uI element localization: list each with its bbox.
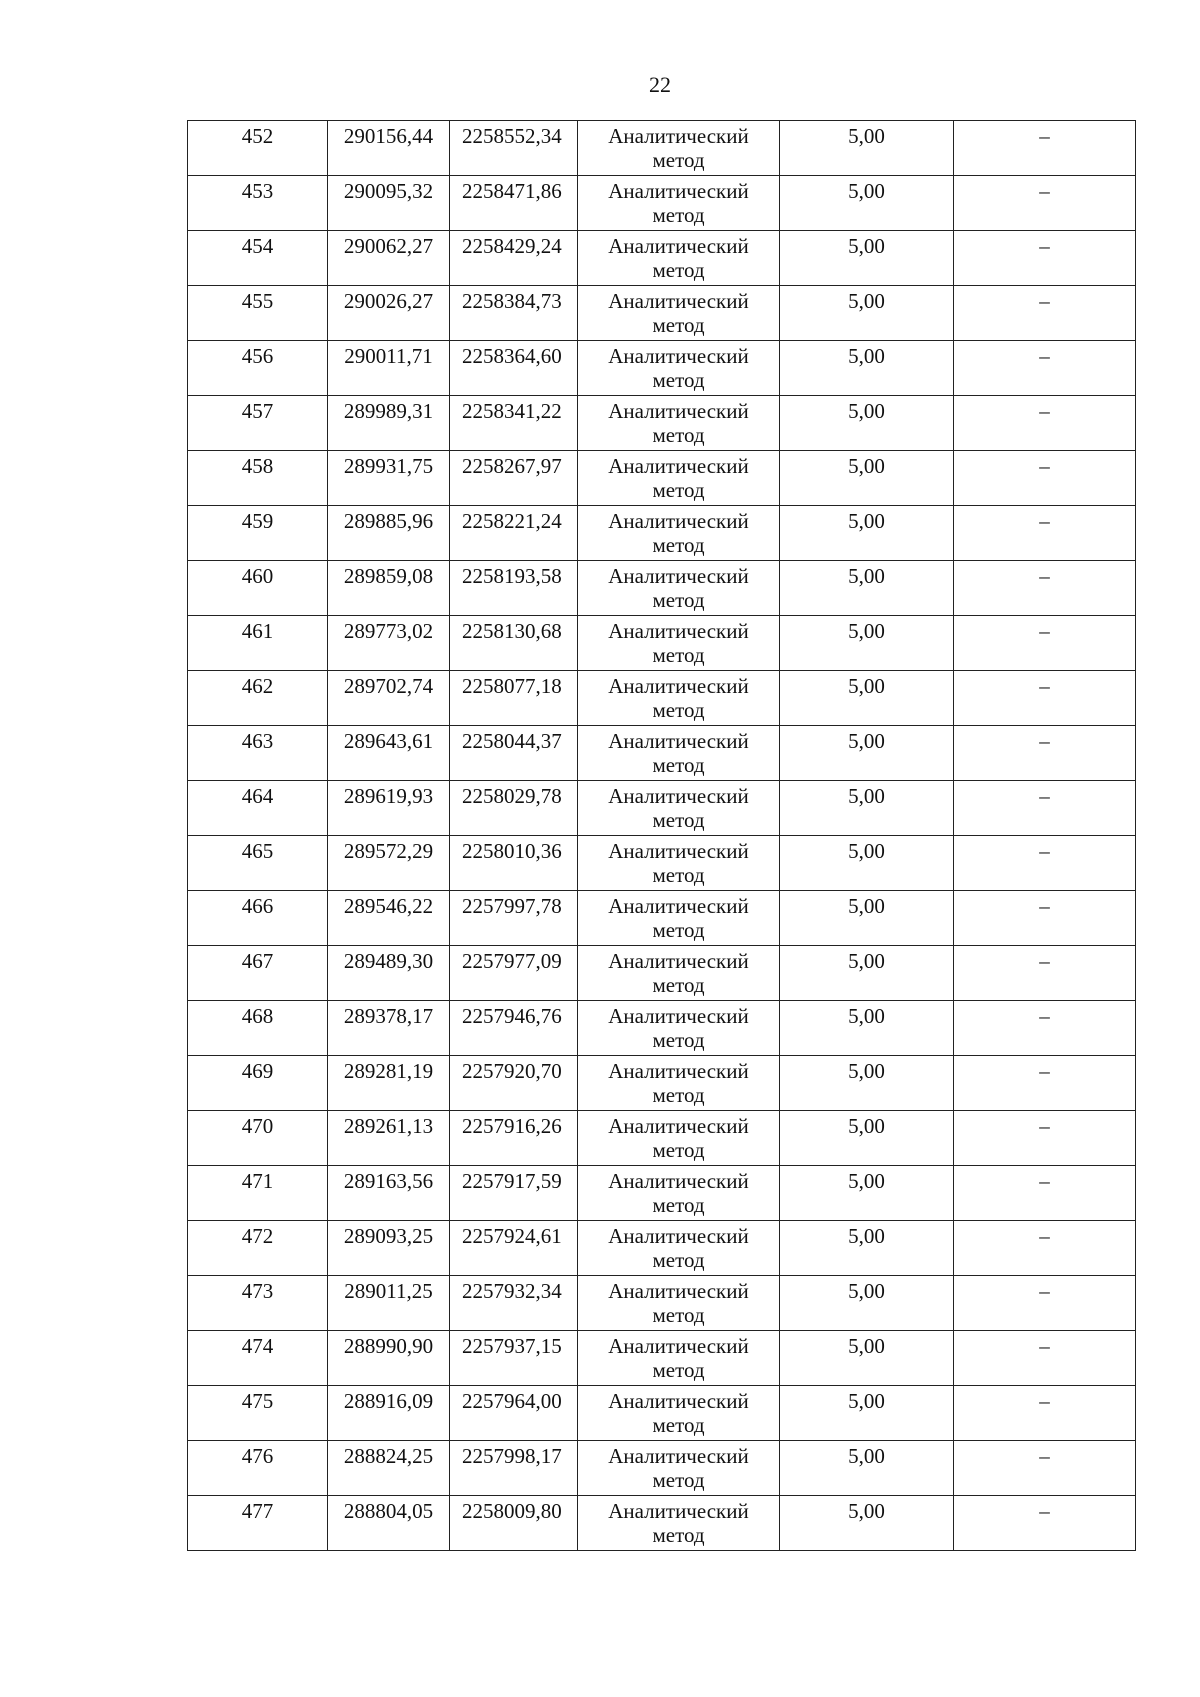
x-coordinate-cell: 290062,27 (328, 231, 450, 286)
y-coordinate-cell: 2258267,97 (450, 451, 578, 506)
method-label-line1: Аналитический (608, 784, 749, 808)
method-cell (578, 341, 780, 396)
point-number-cell: 453 (188, 176, 328, 231)
x-coordinate-cell: 289619,93 (328, 781, 450, 836)
table-row (188, 781, 1136, 836)
table-row (188, 1496, 1136, 1551)
note-cell: – (954, 341, 1136, 396)
method-label-line1: Аналитический (608, 1169, 749, 1193)
y-coordinate-cell: 2258221,24 (450, 506, 578, 561)
y-coordinate-cell: 2257997,78 (450, 891, 578, 946)
point-number-cell: 475 (188, 1386, 328, 1441)
method-label-line2: метод (652, 1083, 705, 1107)
y-coordinate-cell: 2258552,34 (450, 121, 578, 176)
method-cell (578, 726, 780, 781)
x-coordinate-cell: 289931,75 (328, 451, 450, 506)
method-label-line1: Аналитический (608, 509, 749, 533)
method-label-line2: метод (652, 258, 705, 282)
method-cell (578, 1111, 780, 1166)
accuracy-cell: 5,00 (780, 341, 954, 396)
table-row (188, 506, 1136, 561)
method-label-line1: Аналитический (608, 344, 749, 368)
point-number-cell: 455 (188, 286, 328, 341)
note-cell: – (954, 231, 1136, 286)
method-label-line2: метод (652, 1248, 705, 1272)
coordinates-table-body (188, 121, 1136, 1551)
accuracy-cell: 5,00 (780, 671, 954, 726)
x-coordinate-cell: 289489,30 (328, 946, 450, 1001)
table-row (188, 1386, 1136, 1441)
y-coordinate-cell: 2258471,86 (450, 176, 578, 231)
table-row (188, 1111, 1136, 1166)
note-cell: – (954, 1111, 1136, 1166)
y-coordinate-cell: 2257932,34 (450, 1276, 578, 1331)
method-label-line2: метод (652, 1028, 705, 1052)
accuracy-cell: 5,00 (780, 176, 954, 231)
y-coordinate-cell: 2258364,60 (450, 341, 578, 396)
method-cell (578, 946, 780, 1001)
method-label-line2: метод (652, 863, 705, 887)
note-cell: – (954, 176, 1136, 231)
note-cell: – (954, 286, 1136, 341)
method-label-line2: метод (652, 313, 705, 337)
accuracy-cell: 5,00 (780, 946, 954, 1001)
point-number-cell: 461 (188, 616, 328, 671)
point-number-cell: 460 (188, 561, 328, 616)
accuracy-cell: 5,00 (780, 231, 954, 286)
y-coordinate-cell: 2257977,09 (450, 946, 578, 1001)
method-cell (578, 1276, 780, 1331)
accuracy-cell: 5,00 (780, 1496, 954, 1551)
y-coordinate-cell: 2258130,68 (450, 616, 578, 671)
method-label-line2: метод (652, 973, 705, 997)
point-number-cell: 457 (188, 396, 328, 451)
x-coordinate-cell: 290011,71 (328, 341, 450, 396)
point-number-cell: 471 (188, 1166, 328, 1221)
method-label-line2: метод (652, 533, 705, 557)
accuracy-cell: 5,00 (780, 1056, 954, 1111)
method-label-line1: Аналитический (608, 729, 749, 753)
method-label-line1: Аналитический (608, 1389, 749, 1413)
page-number: 22 (649, 72, 671, 97)
note-cell: – (954, 1496, 1136, 1551)
x-coordinate-cell: 289702,74 (328, 671, 450, 726)
accuracy-cell: 5,00 (780, 451, 954, 506)
x-coordinate-cell: 289643,61 (328, 726, 450, 781)
y-coordinate-cell: 2257946,76 (450, 1001, 578, 1056)
x-coordinate-cell: 289859,08 (328, 561, 450, 616)
y-coordinate-cell: 2258193,58 (450, 561, 578, 616)
method-label-line1: Аналитический (608, 179, 749, 203)
method-label-line1: Аналитический (608, 454, 749, 478)
x-coordinate-cell: 288804,05 (328, 1496, 450, 1551)
method-label-line2: метод (652, 588, 705, 612)
y-coordinate-cell: 2258384,73 (450, 286, 578, 341)
x-coordinate-cell: 289773,02 (328, 616, 450, 671)
table-row (188, 231, 1136, 286)
y-coordinate-cell: 2258077,18 (450, 671, 578, 726)
x-coordinate-cell: 289011,25 (328, 1276, 450, 1331)
method-label-line2: метод (652, 423, 705, 447)
point-number-cell: 452 (188, 121, 328, 176)
point-number-cell: 473 (188, 1276, 328, 1331)
note-cell: – (954, 121, 1136, 176)
method-cell (578, 176, 780, 231)
method-label-line2: метод (652, 1413, 705, 1437)
y-coordinate-cell: 2257924,61 (450, 1221, 578, 1276)
method-cell (578, 836, 780, 891)
method-label-line2: метод (652, 1303, 705, 1327)
method-label-line2: метод (652, 698, 705, 722)
accuracy-cell: 5,00 (780, 396, 954, 451)
method-cell (578, 671, 780, 726)
method-label-line1: Аналитический (608, 564, 749, 588)
method-label-line1: Аналитический (608, 289, 749, 313)
method-cell (578, 451, 780, 506)
point-number-cell: 466 (188, 891, 328, 946)
accuracy-cell: 5,00 (780, 781, 954, 836)
method-label-line1: Аналитический (608, 674, 749, 698)
table-row (188, 1276, 1136, 1331)
method-label-line2: метод (652, 368, 705, 392)
x-coordinate-cell: 289572,29 (328, 836, 450, 891)
method-label-line1: Аналитический (608, 1114, 749, 1138)
accuracy-cell: 5,00 (780, 836, 954, 891)
table-row (188, 726, 1136, 781)
accuracy-cell: 5,00 (780, 561, 954, 616)
method-cell (578, 1056, 780, 1111)
method-label-line2: метод (652, 753, 705, 777)
y-coordinate-cell: 2258010,36 (450, 836, 578, 891)
table-row (188, 396, 1136, 451)
coordinates-table (187, 120, 1136, 1551)
point-number-cell: 467 (188, 946, 328, 1001)
method-label-line2: метод (652, 148, 705, 172)
note-cell: – (954, 1166, 1136, 1221)
accuracy-cell: 5,00 (780, 1386, 954, 1441)
accuracy-cell: 5,00 (780, 1001, 954, 1056)
x-coordinate-cell: 289163,56 (328, 1166, 450, 1221)
method-label-line1: Аналитический (608, 1499, 749, 1523)
note-cell: – (954, 726, 1136, 781)
x-coordinate-cell: 290095,32 (328, 176, 450, 231)
accuracy-cell: 5,00 (780, 1111, 954, 1166)
method-label-line2: метод (652, 1358, 705, 1382)
method-label-line1: Аналитический (608, 1444, 749, 1468)
accuracy-cell: 5,00 (780, 121, 954, 176)
note-cell: – (954, 1056, 1136, 1111)
table-row (188, 616, 1136, 671)
x-coordinate-cell: 289261,13 (328, 1111, 450, 1166)
note-cell: – (954, 561, 1136, 616)
method-label-line1: Аналитический (608, 949, 749, 973)
note-cell: – (954, 1221, 1136, 1276)
method-cell (578, 891, 780, 946)
accuracy-cell: 5,00 (780, 506, 954, 561)
table-row (188, 561, 1136, 616)
accuracy-cell: 5,00 (780, 1221, 954, 1276)
method-label-line2: метод (652, 1138, 705, 1162)
method-cell (578, 616, 780, 671)
table-row (188, 1166, 1136, 1221)
method-label-line1: Аналитический (608, 894, 749, 918)
table-row (188, 176, 1136, 231)
y-coordinate-cell: 2257920,70 (450, 1056, 578, 1111)
x-coordinate-cell: 289885,96 (328, 506, 450, 561)
y-coordinate-cell: 2258044,37 (450, 726, 578, 781)
point-number-cell: 474 (188, 1331, 328, 1386)
note-cell: – (954, 1001, 1136, 1056)
y-coordinate-cell: 2257998,17 (450, 1441, 578, 1496)
method-label-line2: метод (652, 918, 705, 942)
method-label-line1: Аналитический (608, 1004, 749, 1028)
x-coordinate-cell: 290156,44 (328, 121, 450, 176)
note-cell: – (954, 506, 1136, 561)
method-label-line1: Аналитический (608, 839, 749, 863)
point-number-cell: 458 (188, 451, 328, 506)
y-coordinate-cell: 2258429,24 (450, 231, 578, 286)
accuracy-cell: 5,00 (780, 616, 954, 671)
method-label-line2: метод (652, 643, 705, 667)
point-number-cell: 459 (188, 506, 328, 561)
method-cell (578, 1166, 780, 1221)
note-cell: – (954, 396, 1136, 451)
point-number-cell: 454 (188, 231, 328, 286)
table-row (188, 671, 1136, 726)
method-cell (578, 506, 780, 561)
note-cell: – (954, 671, 1136, 726)
note-cell: – (954, 836, 1136, 891)
table-row (188, 286, 1136, 341)
x-coordinate-cell: 289281,19 (328, 1056, 450, 1111)
table-row (188, 836, 1136, 891)
method-label-line1: Аналитический (608, 399, 749, 423)
method-cell (578, 1001, 780, 1056)
x-coordinate-cell: 288916,09 (328, 1386, 450, 1441)
table-row (188, 451, 1136, 506)
x-coordinate-cell: 289546,22 (328, 891, 450, 946)
method-label-line1: Аналитический (608, 619, 749, 643)
method-cell (578, 121, 780, 176)
method-cell (578, 231, 780, 286)
table-row (188, 1441, 1136, 1496)
method-label-line1: Аналитический (608, 1059, 749, 1083)
method-label-line1: Аналитический (608, 1334, 749, 1358)
x-coordinate-cell: 288990,90 (328, 1331, 450, 1386)
method-label-line2: метод (652, 478, 705, 502)
table-row (188, 1001, 1136, 1056)
y-coordinate-cell: 2258009,80 (450, 1496, 578, 1551)
method-label-line1: Аналитический (608, 1279, 749, 1303)
y-coordinate-cell: 2257917,59 (450, 1166, 578, 1221)
note-cell: – (954, 1386, 1136, 1441)
method-cell (578, 286, 780, 341)
table-row (188, 891, 1136, 946)
accuracy-cell: 5,00 (780, 726, 954, 781)
accuracy-cell: 5,00 (780, 1166, 954, 1221)
x-coordinate-cell: 288824,25 (328, 1441, 450, 1496)
y-coordinate-cell: 2257964,00 (450, 1386, 578, 1441)
x-coordinate-cell: 290026,27 (328, 286, 450, 341)
point-number-cell: 477 (188, 1496, 328, 1551)
point-number-cell: 468 (188, 1001, 328, 1056)
note-cell: – (954, 616, 1136, 671)
method-cell (578, 1386, 780, 1441)
point-number-cell: 476 (188, 1441, 328, 1496)
method-label-line2: метод (652, 1523, 705, 1547)
point-number-cell: 472 (188, 1221, 328, 1276)
method-label-line2: метод (652, 203, 705, 227)
note-cell: – (954, 781, 1136, 836)
method-cell (578, 1331, 780, 1386)
method-label-line1: Аналитический (608, 1224, 749, 1248)
y-coordinate-cell: 2257916,26 (450, 1111, 578, 1166)
x-coordinate-cell: 289989,31 (328, 396, 450, 451)
accuracy-cell: 5,00 (780, 286, 954, 341)
point-number-cell: 469 (188, 1056, 328, 1111)
x-coordinate-cell: 289378,17 (328, 1001, 450, 1056)
note-cell: – (954, 1331, 1136, 1386)
table-row (188, 1331, 1136, 1386)
method-label-line1: Аналитический (608, 124, 749, 148)
note-cell: – (954, 451, 1136, 506)
table-row (188, 121, 1136, 176)
point-number-cell: 465 (188, 836, 328, 891)
method-label-line2: метод (652, 808, 705, 832)
method-label-line1: Аналитический (608, 234, 749, 258)
point-number-cell: 470 (188, 1111, 328, 1166)
accuracy-cell: 5,00 (780, 1276, 954, 1331)
accuracy-cell: 5,00 (780, 1331, 954, 1386)
method-cell (578, 781, 780, 836)
table-row (188, 341, 1136, 396)
table-row (188, 946, 1136, 1001)
note-cell: – (954, 946, 1136, 1001)
accuracy-cell: 5,00 (780, 891, 954, 946)
y-coordinate-cell: 2257937,15 (450, 1331, 578, 1386)
table-row (188, 1221, 1136, 1276)
accuracy-cell: 5,00 (780, 1441, 954, 1496)
method-cell (578, 396, 780, 451)
point-number-cell: 464 (188, 781, 328, 836)
method-cell (578, 1221, 780, 1276)
note-cell: – (954, 1276, 1136, 1331)
point-number-cell: 462 (188, 671, 328, 726)
point-number-cell: 463 (188, 726, 328, 781)
method-label-line2: метод (652, 1193, 705, 1217)
method-label-line2: метод (652, 1468, 705, 1492)
point-number-cell: 456 (188, 341, 328, 396)
method-cell (578, 1496, 780, 1551)
y-coordinate-cell: 2258341,22 (450, 396, 578, 451)
method-cell (578, 561, 780, 616)
note-cell: – (954, 1441, 1136, 1496)
note-cell: – (954, 891, 1136, 946)
y-coordinate-cell: 2258029,78 (450, 781, 578, 836)
x-coordinate-cell: 289093,25 (328, 1221, 450, 1276)
method-cell (578, 1441, 780, 1496)
table-row (188, 1056, 1136, 1111)
